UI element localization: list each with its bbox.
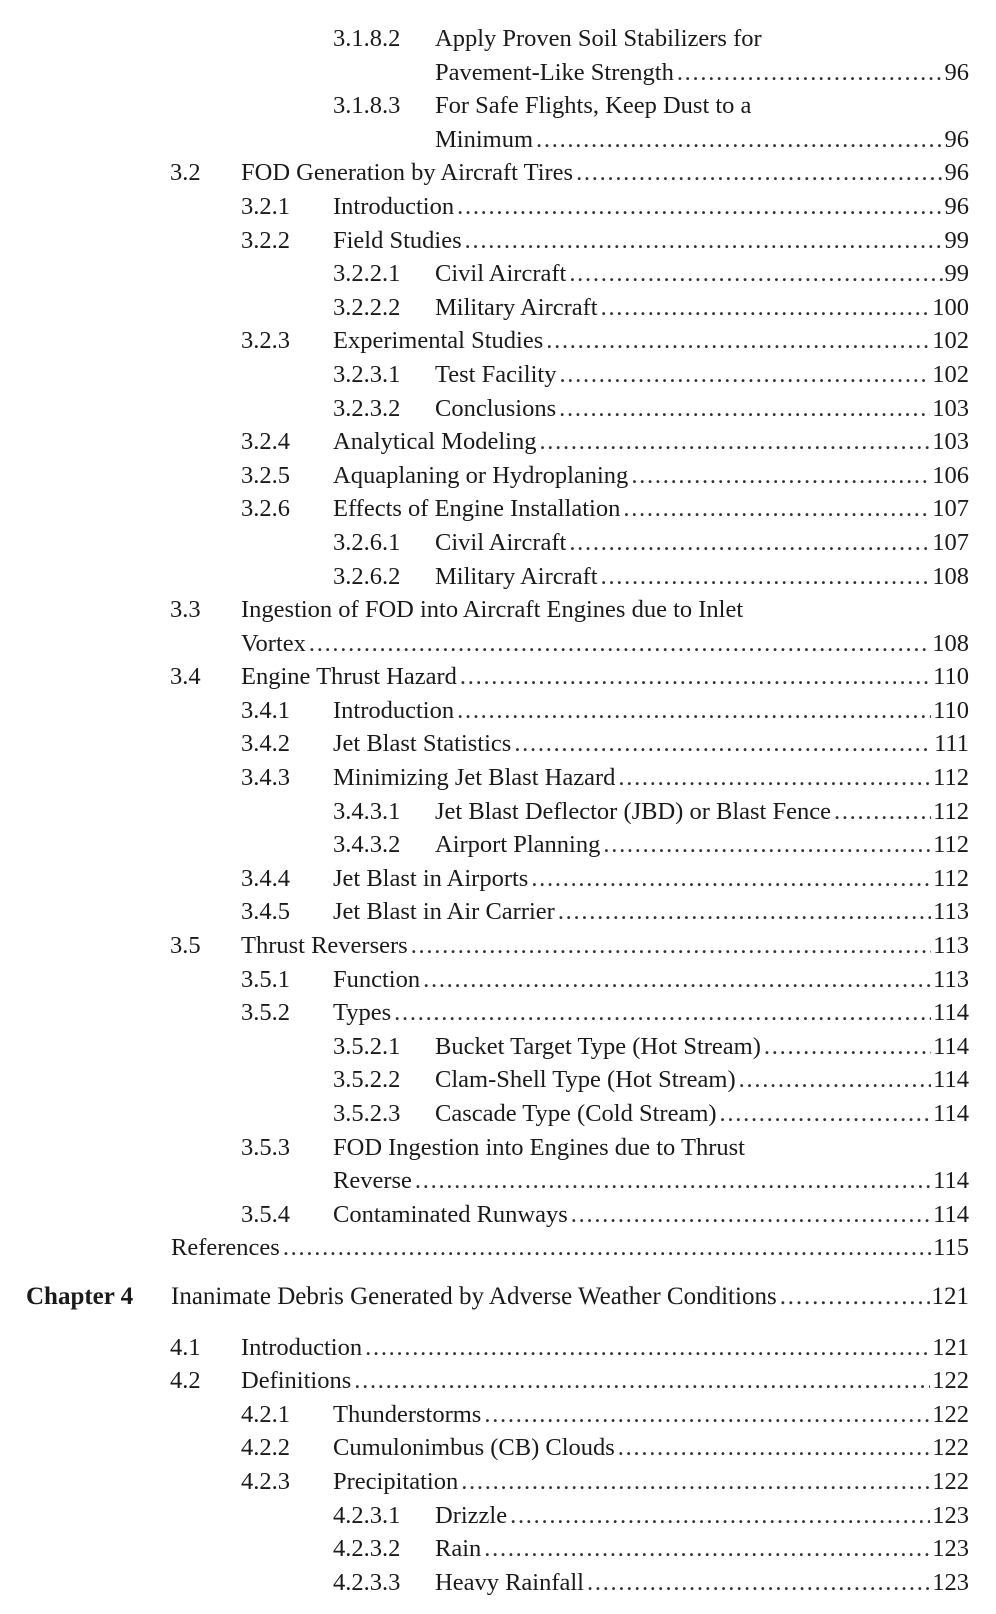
page-number: 96: [944, 159, 969, 187]
toc-entry: [0, 593, 996, 627]
leader-dots: [559, 358, 930, 392]
toc-entry: [0, 56, 996, 90]
toc-entry: [0, 996, 996, 1030]
leader-dots: [411, 929, 931, 963]
toc-entry: [0, 492, 996, 526]
page-number: 103: [932, 428, 969, 456]
toc-entry: [0, 1097, 996, 1131]
leader-dots: [354, 1364, 930, 1398]
page-number: 115: [933, 1234, 969, 1262]
table-of-contents: [0, 22, 996, 1599]
section-number: 3.2.2: [241, 226, 290, 254]
toc-entry: [0, 1063, 996, 1097]
section-number: 3.5.2.1: [333, 1032, 401, 1060]
page-number: 107: [932, 495, 969, 523]
section-number: 3.2.6.1: [333, 528, 401, 556]
section-title: Vortex: [241, 629, 306, 657]
section-number: 4.2.3.2: [333, 1535, 401, 1563]
leader-dots: [739, 1063, 932, 1097]
section-title: Field Studies: [333, 226, 462, 254]
section-title: Pavement-Like Strength: [435, 58, 674, 86]
section-number: 4.2.3: [241, 1467, 290, 1495]
section-number: 3.4.5: [241, 898, 290, 926]
section-title: Civil Aircraft: [435, 260, 567, 288]
leader-dots: [558, 895, 931, 929]
leader-dots: [510, 1499, 930, 1533]
page-number: 114: [933, 1167, 969, 1195]
leader-dots: [559, 392, 930, 426]
toc-entry: [0, 224, 996, 258]
leader-dots: [603, 828, 931, 862]
chapter-label: Chapter 4: [26, 1282, 134, 1310]
leader-dots: [601, 560, 931, 594]
leader-dots: [834, 795, 931, 829]
section-title: Experimental Studies: [333, 327, 544, 355]
section-title: Types: [333, 999, 392, 1027]
leader-dots: [514, 727, 932, 761]
section-number: 3.2.4: [241, 428, 290, 456]
leader-dots: [571, 1198, 931, 1232]
toc-entry: [0, 291, 996, 325]
section-number: 4.1: [170, 1333, 201, 1361]
leader-dots: [631, 459, 930, 493]
page-number: 99: [944, 260, 969, 288]
section-title: Definitions: [241, 1367, 352, 1395]
page-number: 107: [932, 528, 969, 556]
section-title: Bucket Target Type (Hot Stream): [435, 1032, 761, 1060]
section-title: Jet Blast Statistics: [333, 730, 512, 758]
section-title: Cascade Type (Cold Stream): [435, 1100, 717, 1127]
toc-entry: [0, 963, 996, 997]
section-title: Minimum: [435, 125, 534, 153]
toc-entry: [0, 761, 996, 795]
section-title: Thunderstorms: [333, 1400, 482, 1428]
page-number: 110: [933, 663, 969, 691]
toc-entry: [0, 828, 996, 862]
leader-dots: [465, 224, 943, 258]
page-number: 112: [933, 831, 969, 859]
section-title: Thrust Reversers: [241, 932, 408, 960]
section-number: 3.1.8.3: [333, 92, 401, 120]
section-number: 3.5.2: [241, 999, 290, 1027]
section-number: 3.2.2.2: [333, 293, 401, 321]
section-title: FOD Ingestion into Engines due to Thrust: [333, 1133, 745, 1161]
section-title: Heavy Rainfall: [435, 1568, 584, 1596]
section-number: 3.1.8.2: [333, 25, 401, 52]
toc-entry: [0, 895, 996, 929]
section-number: 3.4.4: [241, 864, 290, 892]
page-number: 114: [933, 1200, 969, 1228]
leader-dots: [601, 291, 931, 325]
page-number: 122: [932, 1467, 969, 1495]
section-title: Contaminated Runways: [333, 1200, 568, 1228]
toc-entry: [0, 22, 996, 56]
section-number: 3.2.3.2: [333, 394, 401, 422]
page-number: 102: [932, 360, 969, 388]
toc-entry: [0, 89, 996, 123]
page-number: 123: [932, 1501, 969, 1529]
section-title: Airport Planning: [435, 831, 601, 859]
leader-dots: [536, 123, 942, 157]
page-number: 121: [932, 1333, 969, 1361]
page-number: 99: [944, 226, 969, 254]
page-number: 96: [944, 58, 969, 86]
toc-entry: [0, 1030, 996, 1064]
leader-dots: [576, 156, 942, 190]
toc-entry: [0, 459, 996, 493]
leader-dots: [618, 761, 931, 795]
leader-dots: [569, 257, 942, 291]
page-number: 106: [932, 461, 969, 489]
section-number: 3.2: [170, 159, 201, 187]
page-number: 108: [932, 562, 969, 590]
section-title: Inanimate Debris Generated by Adverse Weather Conditions: [171, 1282, 777, 1310]
section-number: 3.5.2.3: [333, 1100, 401, 1127]
section-number: 3.5.1: [241, 965, 290, 993]
toc-entry: [0, 1231, 996, 1265]
page-number: 112: [933, 864, 969, 892]
section-number: 3.2.3: [241, 327, 290, 355]
section-title: Jet Blast Deflector (JBD) or Blast Fence: [435, 797, 831, 825]
section-title: Jet Blast in Air Carrier: [333, 898, 555, 926]
section-title: Effects of Engine Installation: [333, 495, 621, 523]
section-number: 3.5.4: [241, 1200, 290, 1228]
toc-entry: [0, 123, 996, 157]
section-title: Aquaplaning or Hydroplaning: [333, 461, 629, 489]
leader-dots: [623, 492, 930, 526]
toc-entry: [0, 795, 996, 829]
section-title: Conclusions: [435, 394, 557, 422]
leader-dots: [780, 1280, 930, 1314]
section-title: Military Aircraft: [435, 293, 598, 321]
leader-dots: [587, 1566, 930, 1600]
section-title: References: [171, 1234, 280, 1262]
section-number: 3.4: [170, 663, 201, 691]
section-number: 3.3: [170, 596, 201, 624]
toc-entry: [0, 560, 996, 594]
section-title: Engine Thrust Hazard: [241, 663, 457, 691]
section-number: 4.2: [170, 1367, 201, 1395]
section-title: FOD Generation by Aircraft Tires: [241, 159, 574, 187]
page-number: 102: [932, 327, 969, 355]
section-number: 4.2.3.3: [333, 1568, 401, 1596]
page-number: 123: [932, 1535, 969, 1563]
toc-entry: [0, 324, 996, 358]
page-number: 114: [933, 1032, 969, 1060]
section-number: 4.2.3.1: [333, 1501, 401, 1529]
page-number: 111: [934, 730, 969, 758]
section-title: Introduction: [333, 696, 455, 724]
leader-dots: [461, 1465, 930, 1499]
section-title: Civil Aircraft: [435, 528, 567, 556]
section-number: 3.2.2.1: [333, 260, 401, 288]
page-number: 114: [933, 1100, 969, 1127]
section-title: Drizzle: [435, 1501, 508, 1529]
toc-entry: [0, 1131, 996, 1165]
page-number: 122: [932, 1367, 969, 1395]
toc-entry: [0, 392, 996, 426]
toc-entry: [0, 627, 996, 661]
toc-entry: [0, 1431, 996, 1465]
section-title: Clam-Shell Type (Hot Stream): [435, 1066, 736, 1094]
leader-dots: [531, 862, 931, 896]
section-title: Rain: [435, 1535, 482, 1563]
section-title: Precipitation: [333, 1467, 459, 1495]
page-number: 112: [933, 764, 969, 792]
toc-entry: [0, 1331, 996, 1365]
toc-entry: [0, 1532, 996, 1566]
leader-dots: [764, 1030, 931, 1064]
toc-entry: [0, 358, 996, 392]
section-number: 3.5: [170, 932, 201, 960]
section-number: 3.4.3: [241, 764, 290, 792]
page-number: 103: [932, 394, 969, 422]
leader-dots: [460, 660, 931, 694]
section-number: 3.2.3.1: [333, 360, 401, 388]
section-number: 3.4.2: [241, 730, 290, 758]
page-number: 96: [944, 125, 969, 153]
leader-dots: [365, 1331, 930, 1365]
toc-entry: [0, 1465, 996, 1499]
toc-entry: [0, 1566, 996, 1600]
section-number: 3.4.1: [241, 696, 290, 724]
page-number: 122: [932, 1434, 969, 1462]
section-title: Apply Proven Soil Stabilizers for: [435, 25, 762, 52]
toc-entry: [0, 1499, 996, 1533]
toc-entry: [0, 727, 996, 761]
section-number: 4.2.2: [241, 1434, 290, 1462]
section-number: 3.2.6: [241, 495, 290, 523]
section-number: 3.4.3.1: [333, 797, 401, 825]
leader-dots: [415, 1164, 931, 1198]
toc-entry: [0, 1398, 996, 1432]
toc-entry: [0, 1164, 996, 1198]
page-number: 122: [932, 1400, 969, 1428]
leader-dots: [394, 996, 931, 1030]
page-number: 121: [931, 1282, 969, 1310]
section-number: 3.2.6.2: [333, 562, 401, 590]
section-title: Military Aircraft: [435, 562, 598, 590]
chapter-entry: [0, 1280, 996, 1314]
page-number: 100: [932, 293, 969, 321]
toc-entry: [0, 1198, 996, 1232]
section-title: Analytical Modeling: [333, 428, 537, 456]
page-number: 113: [933, 965, 969, 993]
section-number: 4.2.1: [241, 1400, 290, 1428]
leader-dots: [720, 1097, 932, 1131]
page-number: 112: [933, 797, 969, 825]
page-number: 96: [944, 192, 969, 220]
page-number: 113: [933, 932, 969, 960]
section-title: Test Facility: [435, 360, 557, 388]
toc-entry: [0, 694, 996, 728]
leader-dots: [539, 425, 930, 459]
leader-dots: [569, 526, 930, 560]
leader-dots: [283, 1231, 931, 1265]
leader-dots: [309, 627, 930, 661]
section-title: For Safe Flights, Keep Dust to a: [435, 92, 752, 120]
leader-dots: [546, 324, 930, 358]
page-number: 123: [932, 1568, 969, 1596]
section-title: Function: [333, 965, 421, 993]
toc-entry: [0, 425, 996, 459]
section-number: 3.4.3.2: [333, 831, 401, 859]
section-title: Minimizing Jet Blast Hazard: [333, 764, 616, 792]
section-number: 3.2.5: [241, 461, 290, 489]
toc-entry: [0, 526, 996, 560]
section-number: 3.5.3: [241, 1133, 290, 1161]
section-title: Introduction: [241, 1333, 363, 1361]
toc-entry: [0, 190, 996, 224]
leader-dots: [677, 56, 943, 90]
toc-entry: [0, 862, 996, 896]
toc-entry: [0, 1364, 996, 1398]
section-title: Ingestion of FOD into Aircraft Engines due to Inlet: [241, 596, 744, 624]
leader-dots: [423, 963, 931, 997]
section-number: 3.5.2.2: [333, 1066, 401, 1094]
page-number: 113: [933, 898, 969, 926]
page-number: 114: [933, 1066, 969, 1094]
page-number: 108: [932, 629, 969, 657]
leader-dots: [457, 190, 942, 224]
toc-entry: [0, 660, 996, 694]
toc-entry: [0, 929, 996, 963]
leader-dots: [484, 1532, 930, 1566]
section-number: 3.2.1: [241, 192, 290, 220]
toc-entry: [0, 257, 996, 291]
toc-entry: [0, 156, 996, 190]
leader-dots: [484, 1398, 930, 1432]
section-title: Reverse: [333, 1167, 412, 1195]
section-title: Jet Blast in Airports: [333, 864, 529, 892]
leader-dots: [618, 1431, 930, 1465]
section-title: Introduction: [333, 192, 455, 220]
page-number: 114: [933, 999, 969, 1027]
page-number: 110: [933, 696, 969, 724]
leader-dots: [457, 694, 931, 728]
section-title: Cumulonimbus (CB) Clouds: [333, 1434, 615, 1462]
